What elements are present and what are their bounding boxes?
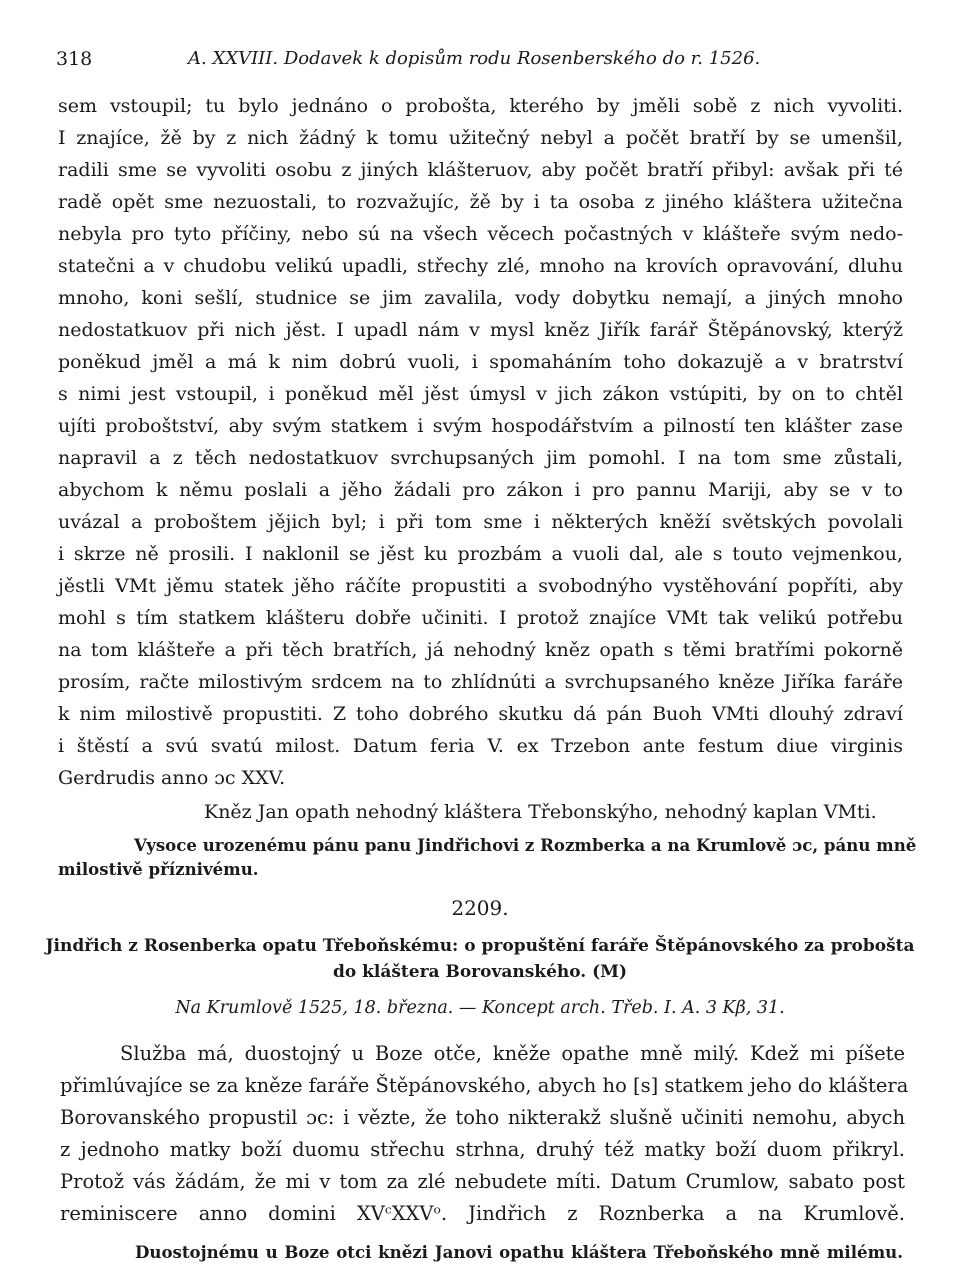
text-line: ujíti proboštství, aby svým statkem i svým hospodářstvím a pilností ten klášter zase bbox=[58, 415, 903, 437]
text-line: k nim milostivě propustiti. Z toho dobrého skutku dá pán Buoh VMti dlouhý zdraví bbox=[58, 703, 903, 725]
signature: Kněz Jan opath nehodný kláštera Třebonskýho, nehodný kaplan VMti. bbox=[204, 801, 877, 823]
text-line: prosím, račte milostivým srdcem na to zhlídnúti a svrchupsaného kněze Jiříka faráře bbox=[58, 671, 903, 693]
text-line: Protož vás žádám, že mi v tom za zlé nebudete míti. Datum Crumlow, sabato post bbox=[60, 1170, 905, 1193]
text-line: mnoho, koni sešlí, studnice se jim zavalila, vody dobytku nemají, a jiných mnoho bbox=[58, 287, 903, 309]
text-line: reminiscere anno domini XVᶜXXVᵒ. Jindřich z Roznberka a na Krumlově. bbox=[60, 1202, 905, 1225]
page-number: 318 bbox=[56, 48, 93, 70]
text-line: Borovanského propustil ɔc: i vězte, že toho nikterakž slušně učiniti nemohu, abych bbox=[60, 1106, 905, 1129]
text-line: jěstli VMt jěmu statek jěho ráčíte propustiti a svobodnýho vystěhování popříti, aby bbox=[58, 575, 903, 597]
text-line: uvázal a proboštem jějich byl; i při tom sme i některých kněží světských povolali bbox=[58, 511, 903, 533]
address-line: milostivě příznivému. bbox=[58, 859, 259, 879]
entry-number: 2209. bbox=[451, 896, 509, 920]
address-line: Vysoce urozenému pánu panu Jindřichovi z Rozmberka a na Krumlově ɔc, pánu mně bbox=[134, 835, 917, 855]
entry-heading: Jindřich z Rosenberka opatu Třeboňskému: o propuštění faráře Štěpánovského za probošta bbox=[45, 936, 915, 956]
text-line: nedostatkuov při nich jěst. I upadl nám v mysl kněz Jiřík farář Štěpánovský, kterýž bbox=[58, 319, 903, 341]
text-line: sem vstoupil; tu bylo jednáno o probošta, kterého by jměli sobě z nich vyvoliti. bbox=[58, 95, 903, 117]
text-line: radili sme se vyvoliti osobu z jiných klášteruov, aby počět bratří přibyl: avšak při té bbox=[58, 159, 903, 181]
entry-heading: do kláštera Borovanského. (M) bbox=[332, 962, 628, 982]
text-line: mohl s tím statkem klášteru dobře učiniti. I protož znajíce VMt tak velikú potřebu bbox=[58, 607, 903, 629]
text-line: i štěstí a svú svatú milost. Datum feria V. ex Trzebon ante festum diue virginis bbox=[58, 735, 903, 757]
text-line: abychom k němu poslali a jěho žádali pro zákon i pro pannu Mariji, aby se v to bbox=[58, 479, 903, 501]
text-line: na tom klášteře a při těch bratřích, já nehodný kněz opath s těmi bratřími pokorně bbox=[58, 639, 903, 661]
text-line: i skrze ně prosili. I naklonil se jěst ku prozbám a vuoli dal, ale s touto vejmenkou, bbox=[58, 543, 903, 565]
page-header bbox=[56, 48, 908, 72]
running-title: A. XXVIII. Dodavek k dopisům rodu Rosenberského do r. 1526. bbox=[188, 48, 761, 69]
text-line: s nimi jest vstoupil, i poněkud měl jěst úmysl v jich zákon vstúpiti, by on to chtěl bbox=[58, 383, 903, 405]
text-line: radě opět sme nezuostali, to rozvažujíc, žě by i ta osoba z jiného kláštera užitečna bbox=[58, 191, 903, 213]
text-line: statečni a v chudobu velikú upadli, střechy zlé, mnoho na krovích opravování, dluhu bbox=[58, 255, 903, 277]
text-line: z jednoho matky boží duomu střechu strhna, druhý též matky boží duom přikryl. bbox=[60, 1138, 905, 1161]
address-line: Duostojnému u Boze otci knězi Janovi opathu kláštera Třeboňského mně milému. bbox=[135, 1242, 903, 1262]
text-line: přimlúvajíce se za kněze faráře Štěpánovského, abych ho [s] statkem jeho do kláštera bbox=[60, 1074, 909, 1097]
entry-source: Na Krumlově 1525, 18. března. — Koncept arch. Třeb. I. A. 3 Kβ, 31. bbox=[175, 998, 785, 1018]
text-line: napravil a z těch nedostatkuov svrchupsaných jim pomohl. I na tom sme zůstali, bbox=[58, 447, 903, 469]
text-line: I znajíce, žě by z nich žádný k tomu užitečný nebyl a počět bratří by se umenšil, bbox=[58, 127, 903, 149]
text-line: Gerdrudis anno ɔc XXV. bbox=[58, 767, 286, 789]
text-line: poněkud jměl a má k nim dobrú vuoli, i spomaháním toho dokazujě a v bratrství bbox=[58, 351, 903, 373]
text-line: Služba má, duostojný u Boze otče, kněže opathe mně milý. Kdež mi píšete bbox=[120, 1042, 905, 1065]
text-line: nebyla pro tyto příčiny, nebo sú na všech věcech počastných v klášteře svým nedo- bbox=[58, 223, 903, 245]
